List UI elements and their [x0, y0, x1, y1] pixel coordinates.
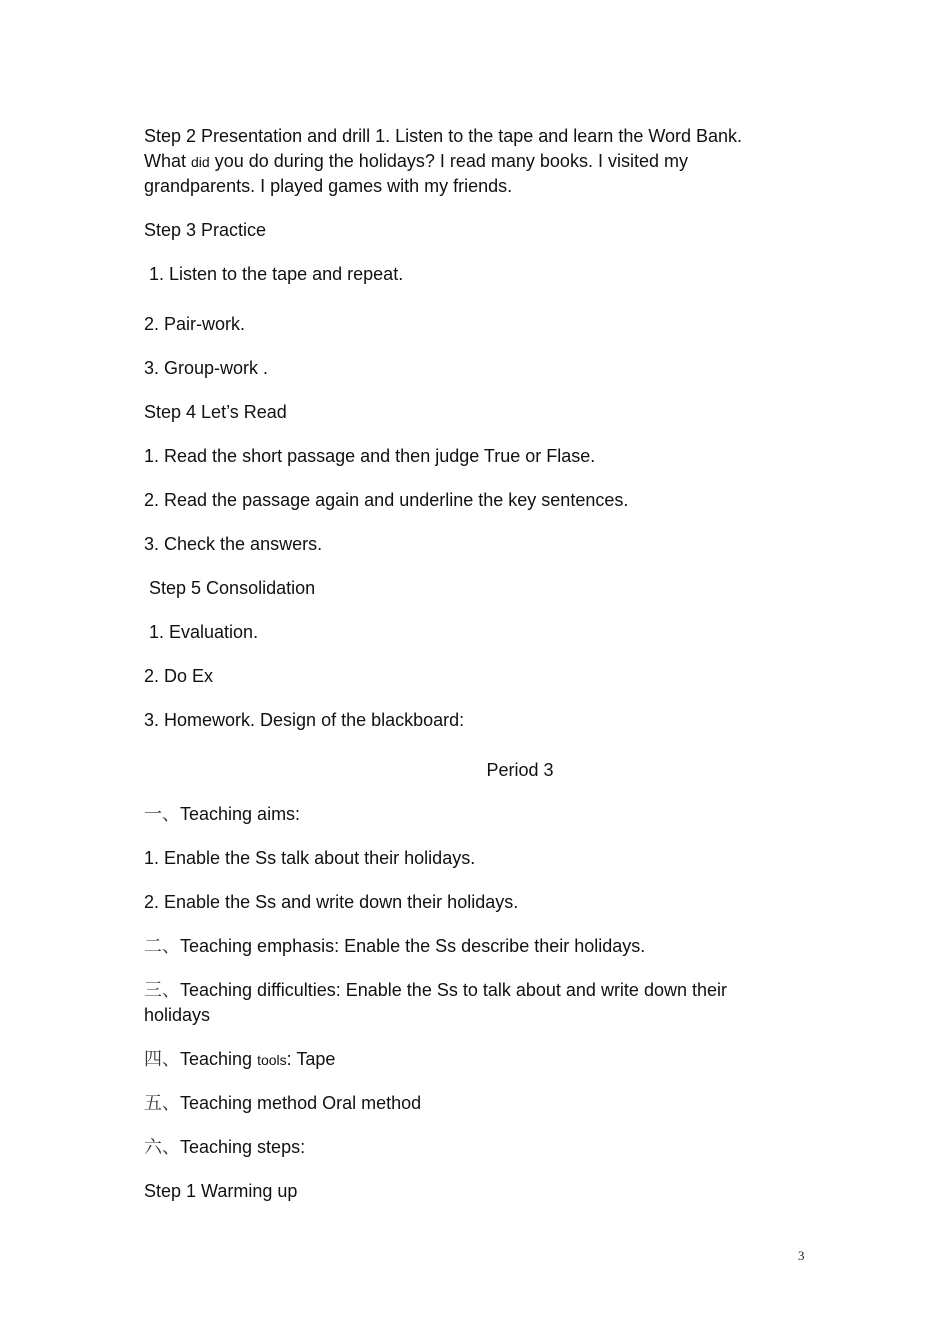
aims-heading	[144, 802, 794, 827]
step3-item-1: 1. Listen to the tape and repeat.	[144, 264, 404, 284]
step4-item-1: 1. Read the short passage and then judge True or Flase.	[144, 446, 596, 466]
tools-a: Teaching	[180, 1049, 258, 1069]
step2-line-2-c: you do during the holidays? I read many books. I visited my	[209, 151, 688, 171]
steps-line	[144, 1135, 794, 1160]
period-heading: Period 3	[486, 760, 554, 780]
step1-line: Step 1 Warming up	[144, 1181, 298, 1201]
step2-line-2-a: What	[144, 151, 192, 171]
aims-item-1: 1. Enable the Ss talk about their holidays.	[144, 848, 476, 868]
emphasis-marker: 二、	[144, 936, 180, 957]
steps-text: Teaching steps:	[180, 1137, 306, 1157]
step5-item-3: 3. Homework. Design of the blackboard:	[144, 710, 465, 730]
difficulties-line	[144, 978, 794, 1003]
step4-title: Step 4 Let’s Read	[144, 402, 287, 422]
tools-marker: 四、	[144, 1049, 180, 1070]
emphasis-line	[144, 934, 794, 959]
page-number: 3	[798, 1248, 805, 1263]
tools-word: tools	[257, 1052, 287, 1068]
aims-marker: 一、	[144, 804, 180, 825]
difficulties-marker: 三、	[144, 980, 180, 1001]
step2-line-3: grandparents. I played games with my friends.	[144, 176, 513, 196]
method-text: Teaching method Oral method	[180, 1093, 422, 1113]
step2-line-1: Step 2 Presentation and drill 1. Listen to the tape and learn the Word Bank.	[144, 126, 743, 146]
step5-item-1: 1. Evaluation.	[144, 622, 259, 642]
tools-c: : Tape	[286, 1049, 336, 1069]
steps-marker: 六、	[144, 1137, 180, 1158]
method-marker: 五、	[144, 1093, 180, 1114]
step2-line-2-did: did	[191, 154, 210, 170]
difficulties-continuation: holidays	[144, 1005, 211, 1025]
emphasis-text: Teaching emphasis: Enable the Ss describe their holidays.	[180, 936, 646, 956]
step5-item-2: 2. Do Ex	[144, 666, 214, 686]
aims-item-2: 2. Enable the Ss and write down their holidays.	[144, 892, 519, 912]
step3-item-2: 2. Pair-work.	[144, 314, 246, 334]
tools-line	[144, 1047, 794, 1073]
step3-item-3: 3. Group-work .	[144, 358, 269, 378]
step3-title: Step 3 Practice	[144, 220, 267, 240]
step5-title: Step 5 Consolidation	[144, 578, 316, 598]
step2-line-2	[144, 149, 794, 175]
method-line	[144, 1091, 794, 1116]
step4-item-3: 3. Check the answers.	[144, 534, 323, 554]
step4-item-2: 2. Read the passage again and underline the key sentences.	[144, 490, 629, 510]
aims-title: Teaching aims:	[180, 804, 301, 824]
difficulties-text: Teaching difficulties: Enable the Ss to talk about and write down their	[180, 980, 727, 1000]
